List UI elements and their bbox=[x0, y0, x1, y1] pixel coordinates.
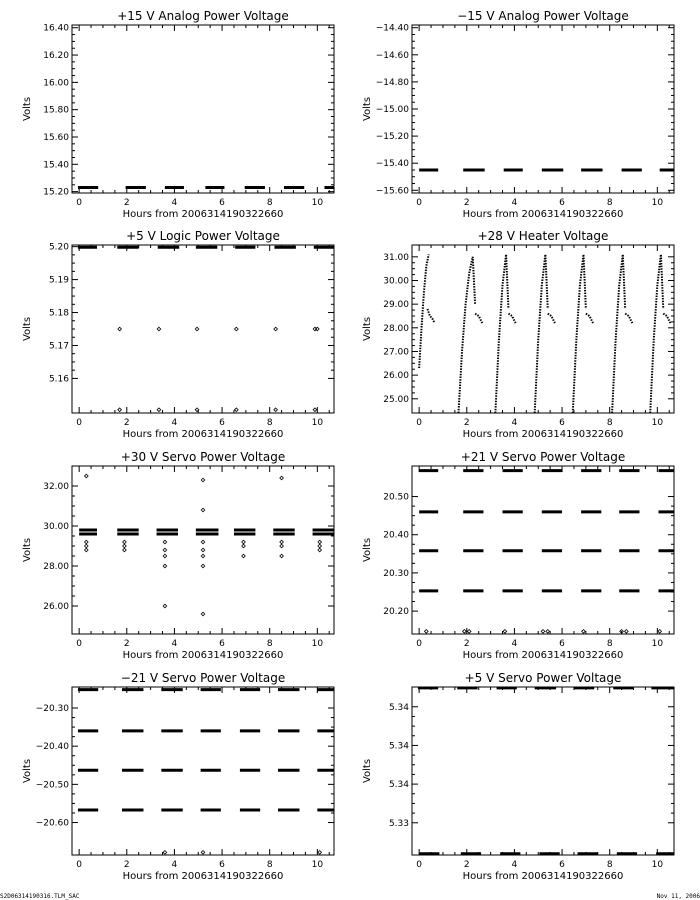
data-point bbox=[201, 508, 205, 512]
y-axis-label: Volts bbox=[22, 316, 33, 342]
y-tick-label: 20.20 bbox=[383, 607, 409, 618]
plot-frame bbox=[412, 25, 674, 193]
data-series-line bbox=[458, 257, 475, 413]
data-point bbox=[625, 630, 629, 634]
x-tick-label: 4 bbox=[171, 860, 178, 870]
data-series-line bbox=[548, 314, 555, 323]
data-point bbox=[280, 544, 284, 548]
data-point bbox=[123, 544, 127, 548]
data-point bbox=[118, 327, 122, 331]
y-tick-label: 16.20 bbox=[43, 51, 69, 62]
chart-panel bbox=[362, 450, 681, 661]
data-point bbox=[123, 540, 127, 544]
y-tick-label: −20.30 bbox=[35, 704, 69, 714]
data-point bbox=[201, 612, 205, 616]
x-tick-label: 10 bbox=[311, 418, 324, 428]
x-tick-label: 6 bbox=[559, 418, 565, 428]
y-tick-label: 5.16 bbox=[48, 374, 69, 385]
data-series-line bbox=[475, 314, 482, 323]
plot-frame bbox=[72, 466, 334, 634]
data-layer bbox=[418, 688, 681, 854]
x-tick-label: 2 bbox=[123, 198, 130, 208]
data-point bbox=[658, 630, 662, 634]
chart-panel bbox=[362, 671, 681, 882]
x-tick-label: 10 bbox=[651, 860, 664, 870]
x-tick-label: 2 bbox=[463, 860, 470, 870]
data-point bbox=[313, 408, 317, 412]
x-tick-label: 10 bbox=[651, 198, 664, 208]
data-point bbox=[195, 327, 199, 331]
x-tick-label: 4 bbox=[171, 418, 178, 428]
data-point bbox=[235, 408, 239, 412]
y-axis-label: Volts bbox=[22, 758, 33, 784]
chart-panel bbox=[22, 229, 341, 440]
chart-title: −15 V Analog Power Voltage bbox=[457, 9, 629, 23]
chart-title: +21 V Servo Power Voltage bbox=[460, 450, 626, 464]
chart-panel bbox=[362, 9, 681, 220]
footer-date: Nov 11, 2006 bbox=[656, 893, 700, 900]
y-axis-label: Volts bbox=[22, 96, 33, 122]
data-point bbox=[201, 554, 205, 558]
y-tick-label: 15.40 bbox=[43, 160, 69, 171]
y-tick-label: 5.34 bbox=[388, 780, 409, 791]
y-tick-label: 30.00 bbox=[383, 276, 409, 287]
data-series-line bbox=[495, 254, 508, 413]
y-tick-label: −15.60 bbox=[375, 186, 409, 197]
data-layer bbox=[419, 471, 681, 634]
x-tick-label: 0 bbox=[416, 198, 423, 208]
x-tick-label: 2 bbox=[463, 418, 470, 428]
data-point bbox=[84, 540, 88, 544]
y-axis-label: Volts bbox=[362, 758, 373, 784]
x-tick-label: 8 bbox=[266, 198, 273, 208]
data-layer bbox=[78, 690, 341, 854]
data-layer bbox=[79, 474, 341, 616]
data-point bbox=[201, 564, 205, 568]
data-point bbox=[84, 474, 88, 478]
x-tick-label: 8 bbox=[606, 639, 613, 649]
y-tick-label: −15.20 bbox=[375, 132, 409, 143]
y-tick-label: 5.33 bbox=[388, 818, 409, 829]
x-tick-label: 10 bbox=[311, 639, 324, 649]
x-tick-label: 4 bbox=[511, 418, 518, 428]
x-axis-label: Hours from 2006314190322660 bbox=[122, 429, 284, 440]
data-point bbox=[280, 554, 284, 558]
y-axis-label: Volts bbox=[22, 537, 33, 563]
y-tick-label: −14.80 bbox=[375, 77, 409, 88]
data-point bbox=[242, 540, 246, 544]
data-point bbox=[541, 630, 545, 634]
y-tick-label: 28.00 bbox=[43, 562, 69, 572]
y-tick-label: 29.00 bbox=[383, 300, 409, 311]
chart-title: −21 V Servo Power Voltage bbox=[120, 671, 286, 685]
x-tick-label: 6 bbox=[219, 418, 225, 428]
data-point bbox=[157, 408, 161, 412]
y-tick-label: 25.00 bbox=[383, 394, 409, 405]
x-tick-label: 4 bbox=[171, 639, 178, 649]
data-point bbox=[163, 540, 167, 544]
data-series-line bbox=[419, 254, 429, 368]
data-point bbox=[546, 630, 550, 634]
x-axis-label: Hours from 2006314190322660 bbox=[462, 650, 624, 661]
data-layer bbox=[419, 254, 670, 413]
footer-filename: S2D06314190316.TLM_SAC bbox=[0, 893, 80, 900]
y-tick-label: 5.34 bbox=[388, 702, 409, 713]
x-tick-label: 8 bbox=[266, 639, 273, 649]
x-tick-label: 4 bbox=[171, 198, 178, 208]
x-tick-label: 10 bbox=[651, 418, 664, 428]
x-tick-label: 0 bbox=[416, 418, 423, 428]
data-series-line bbox=[625, 314, 632, 323]
data-point bbox=[242, 554, 246, 558]
chart-title: +15 V Analog Power Voltage bbox=[117, 9, 289, 23]
x-axis-label: Hours from 2006314190322660 bbox=[462, 871, 624, 882]
y-tick-label: 15.60 bbox=[43, 133, 69, 143]
data-point bbox=[463, 630, 467, 634]
chart-panel bbox=[22, 9, 341, 220]
data-series-line bbox=[535, 254, 548, 413]
y-axis-label: Volts bbox=[362, 316, 373, 342]
data-point bbox=[163, 554, 167, 558]
data-point bbox=[318, 544, 322, 548]
y-tick-label: 26.00 bbox=[43, 602, 69, 612]
x-tick-label: 0 bbox=[416, 860, 423, 870]
x-tick-label: 8 bbox=[606, 860, 613, 870]
y-tick-label: 20.50 bbox=[383, 492, 409, 503]
data-point bbox=[163, 548, 167, 552]
y-tick-label: −15.00 bbox=[375, 105, 409, 115]
y-tick-label: 15.20 bbox=[43, 187, 69, 198]
x-tick-label: 6 bbox=[559, 860, 565, 870]
data-point bbox=[280, 476, 284, 480]
data-point bbox=[424, 630, 428, 634]
chart-title: +28 V Heater Voltage bbox=[477, 229, 609, 243]
y-tick-label: −14.60 bbox=[375, 50, 409, 61]
data-point bbox=[503, 630, 507, 634]
data-point bbox=[201, 548, 205, 552]
y-tick-label: 5.34 bbox=[388, 741, 409, 752]
x-tick-label: 10 bbox=[651, 639, 664, 649]
x-tick-label: 0 bbox=[76, 639, 83, 649]
data-point bbox=[235, 327, 239, 331]
plot-frame bbox=[412, 687, 674, 855]
data-point bbox=[318, 851, 322, 855]
x-tick-label: 6 bbox=[559, 639, 565, 649]
chart-panel bbox=[22, 450, 341, 661]
chart-title: +5 V Logic Power Voltage bbox=[126, 229, 280, 243]
data-point bbox=[316, 327, 320, 331]
x-tick-label: 0 bbox=[76, 418, 83, 428]
x-tick-label: 6 bbox=[559, 198, 565, 208]
y-tick-label: 5.20 bbox=[48, 242, 69, 253]
data-point bbox=[84, 548, 88, 552]
x-tick-label: 10 bbox=[311, 198, 324, 208]
y-tick-label: 30.00 bbox=[43, 522, 69, 532]
data-point bbox=[163, 851, 167, 855]
x-tick-label: 0 bbox=[76, 198, 83, 208]
data-point bbox=[274, 408, 278, 412]
chart-panel bbox=[22, 671, 341, 882]
data-series-line bbox=[612, 254, 625, 413]
x-axis-label: Hours from 2006314190322660 bbox=[122, 871, 284, 882]
y-tick-label: 28.00 bbox=[383, 323, 409, 334]
plot-frame bbox=[412, 245, 674, 413]
x-tick-label: 8 bbox=[266, 418, 273, 428]
x-axis-label: Hours from 2006314190322660 bbox=[122, 650, 284, 661]
y-tick-label: 5.17 bbox=[48, 341, 69, 352]
data-point bbox=[163, 604, 167, 608]
chart-title: +30 V Servo Power Voltage bbox=[120, 450, 286, 464]
y-tick-label: 31.00 bbox=[383, 252, 409, 263]
chart-panel bbox=[362, 229, 674, 440]
data-series-line bbox=[663, 314, 670, 323]
data-point bbox=[467, 630, 471, 634]
x-tick-label: 4 bbox=[511, 860, 518, 870]
data-point bbox=[242, 544, 246, 548]
data-point bbox=[163, 564, 167, 568]
x-tick-label: 8 bbox=[266, 860, 273, 870]
y-tick-label: −20.60 bbox=[35, 818, 69, 829]
x-axis-label: Hours from 2006314190322660 bbox=[462, 209, 624, 220]
data-series-line bbox=[508, 314, 515, 323]
data-point bbox=[123, 548, 127, 552]
x-tick-label: 8 bbox=[606, 198, 613, 208]
plot-frame bbox=[72, 245, 334, 413]
y-tick-label: −15.40 bbox=[375, 159, 409, 170]
data-point bbox=[201, 478, 205, 482]
x-tick-label: 6 bbox=[219, 860, 225, 870]
x-tick-label: 0 bbox=[76, 860, 83, 870]
data-point bbox=[313, 327, 317, 331]
x-tick-label: 10 bbox=[311, 860, 324, 870]
data-series-line bbox=[573, 254, 586, 413]
y-tick-label: 20.40 bbox=[383, 530, 409, 541]
data-series-line bbox=[427, 309, 434, 323]
x-tick-label: 2 bbox=[123, 639, 130, 649]
y-tick-label: −20.40 bbox=[35, 742, 69, 753]
x-tick-label: 2 bbox=[463, 198, 470, 208]
y-tick-label: 15.80 bbox=[43, 105, 69, 116]
x-tick-label: 2 bbox=[463, 639, 470, 649]
y-tick-label: 16.40 bbox=[43, 23, 69, 34]
y-tick-label: 32.00 bbox=[43, 482, 69, 492]
data-point bbox=[118, 408, 122, 412]
x-tick-label: 4 bbox=[511, 639, 518, 649]
data-point bbox=[201, 851, 205, 855]
data-point bbox=[318, 548, 322, 552]
x-axis-label: Hours from 2006314190322660 bbox=[462, 429, 624, 440]
data-series-line bbox=[586, 314, 593, 323]
data-layer bbox=[78, 247, 341, 411]
y-axis-label: Volts bbox=[362, 96, 373, 122]
y-tick-label: 26.00 bbox=[383, 371, 409, 382]
data-point bbox=[157, 327, 161, 331]
y-tick-label: −20.50 bbox=[35, 780, 69, 791]
y-tick-label: 20.30 bbox=[383, 568, 409, 579]
plot-frame bbox=[72, 25, 334, 193]
x-tick-label: 0 bbox=[416, 639, 423, 649]
y-axis-label: Volts bbox=[362, 537, 373, 563]
data-point bbox=[201, 540, 205, 544]
data-point bbox=[84, 544, 88, 548]
x-tick-label: 8 bbox=[606, 418, 613, 428]
data-series-line bbox=[650, 254, 663, 413]
y-tick-label: 27.00 bbox=[383, 347, 409, 358]
x-tick-label: 6 bbox=[219, 198, 225, 208]
y-tick-label: 16.00 bbox=[43, 78, 69, 89]
x-tick-label: 2 bbox=[123, 418, 130, 428]
data-point bbox=[280, 540, 284, 544]
x-tick-label: 2 bbox=[123, 860, 130, 870]
x-tick-label: 4 bbox=[511, 198, 518, 208]
data-point bbox=[318, 540, 322, 544]
chart-title: +5 V Servo Power Voltage bbox=[464, 671, 622, 685]
data-point bbox=[582, 630, 586, 634]
y-tick-label: 5.19 bbox=[48, 275, 69, 286]
x-axis-label: Hours from 2006314190322660 bbox=[122, 209, 284, 220]
y-tick-label: −14.40 bbox=[375, 23, 409, 34]
y-tick-label: 5.18 bbox=[48, 308, 69, 319]
data-point bbox=[274, 327, 278, 331]
x-tick-label: 6 bbox=[219, 639, 225, 649]
